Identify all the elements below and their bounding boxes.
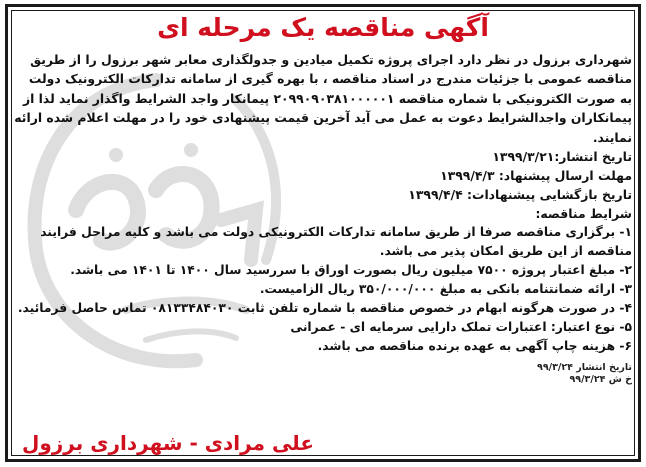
signature: علی مرادی - شهرداری برزول — [22, 431, 315, 455]
condition-item: ۲- مبلغ اعتبار پروژه ۷۵۰۰ میلیون ریال بصورت اوراق با سررسید سال ۱۴۰۰ تا ۱۴۰۱ می باشد. — [70, 263, 632, 278]
condition-item: ۵- نوع اعتبار: اعتبارات تملک دارایی سرمایه ای - عمرانی — [290, 320, 632, 335]
footer-notes — [14, 362, 632, 386]
submission-deadline: مهلت ارسال پیشنهاد: ۱۳۹۹/۴/۳ — [440, 168, 632, 184]
footer-code-note: خ ش ۹۹/۳/۲۴ — [569, 374, 632, 386]
opening-date: تاریخ بازگشایی پیشنهادات: ۱۳۹۹/۴/۴ — [408, 187, 632, 203]
conditions-heading: شرایط مناقصه: — [535, 206, 632, 222]
publish-date: تاریخ انتشار:۱۳۹۹/۳/۲۱ — [492, 149, 632, 165]
ad-title: آگهی مناقصه یک مرحله ای — [157, 13, 489, 42]
condition-item: ۳- ارائه ضمانتنامه بانکی به مبلغ ۳۵۰/۰۰۰/۰۰۰ ریال الزامیست. — [259, 282, 632, 297]
condition-item: ۶- هزینه چاپ آگهی به عهده برنده مناقصه می باشد. — [317, 339, 632, 354]
ad-content — [14, 10, 632, 459]
condition-item: ۱- برگزاری مناقصه صرفا از طریق سامانه تدارکات الکترونیکی دولت می باشد و کلیه مراحل فرایند مناقصه از این طریق امکان پذیر می باشد. — [40, 225, 632, 259]
footer-publish-note: تاریخ انتشار ۹۹/۳/۲۴ — [537, 362, 632, 374]
condition-item: ۴- در صورت هرگونه ابهام در خصوص مناقصه با شماره تلفن ثابت ۰۸۱۳۳۴۸۴۰۳۰ تماس حاصل فرمائید. — [17, 301, 632, 316]
tender-description: شهرداری برزول در نظر دارد اجرای پروژه تکمیل میادین و جدولگذاری معابر شهر برزول را از طریق مناقصه عمومی با جزئیات مندرج در اسناد مناقصه ، با بهره گیری از سامانه تدارکات الکترونیک دولت به صورت الکترونیکی با شماره مناقصه ۲۰۹۹۰۹۰۳۸۱۰۰۰۰۰۱ پیمانکار واجد الشرایط واگذار نماید لذا از پیمانکاران واجدالشرایط دعوت به عمل می آید آخرین قیمت پیشنهادی خود را در مهلت اعلام شده ارائه نمایند. — [14, 52, 632, 145]
